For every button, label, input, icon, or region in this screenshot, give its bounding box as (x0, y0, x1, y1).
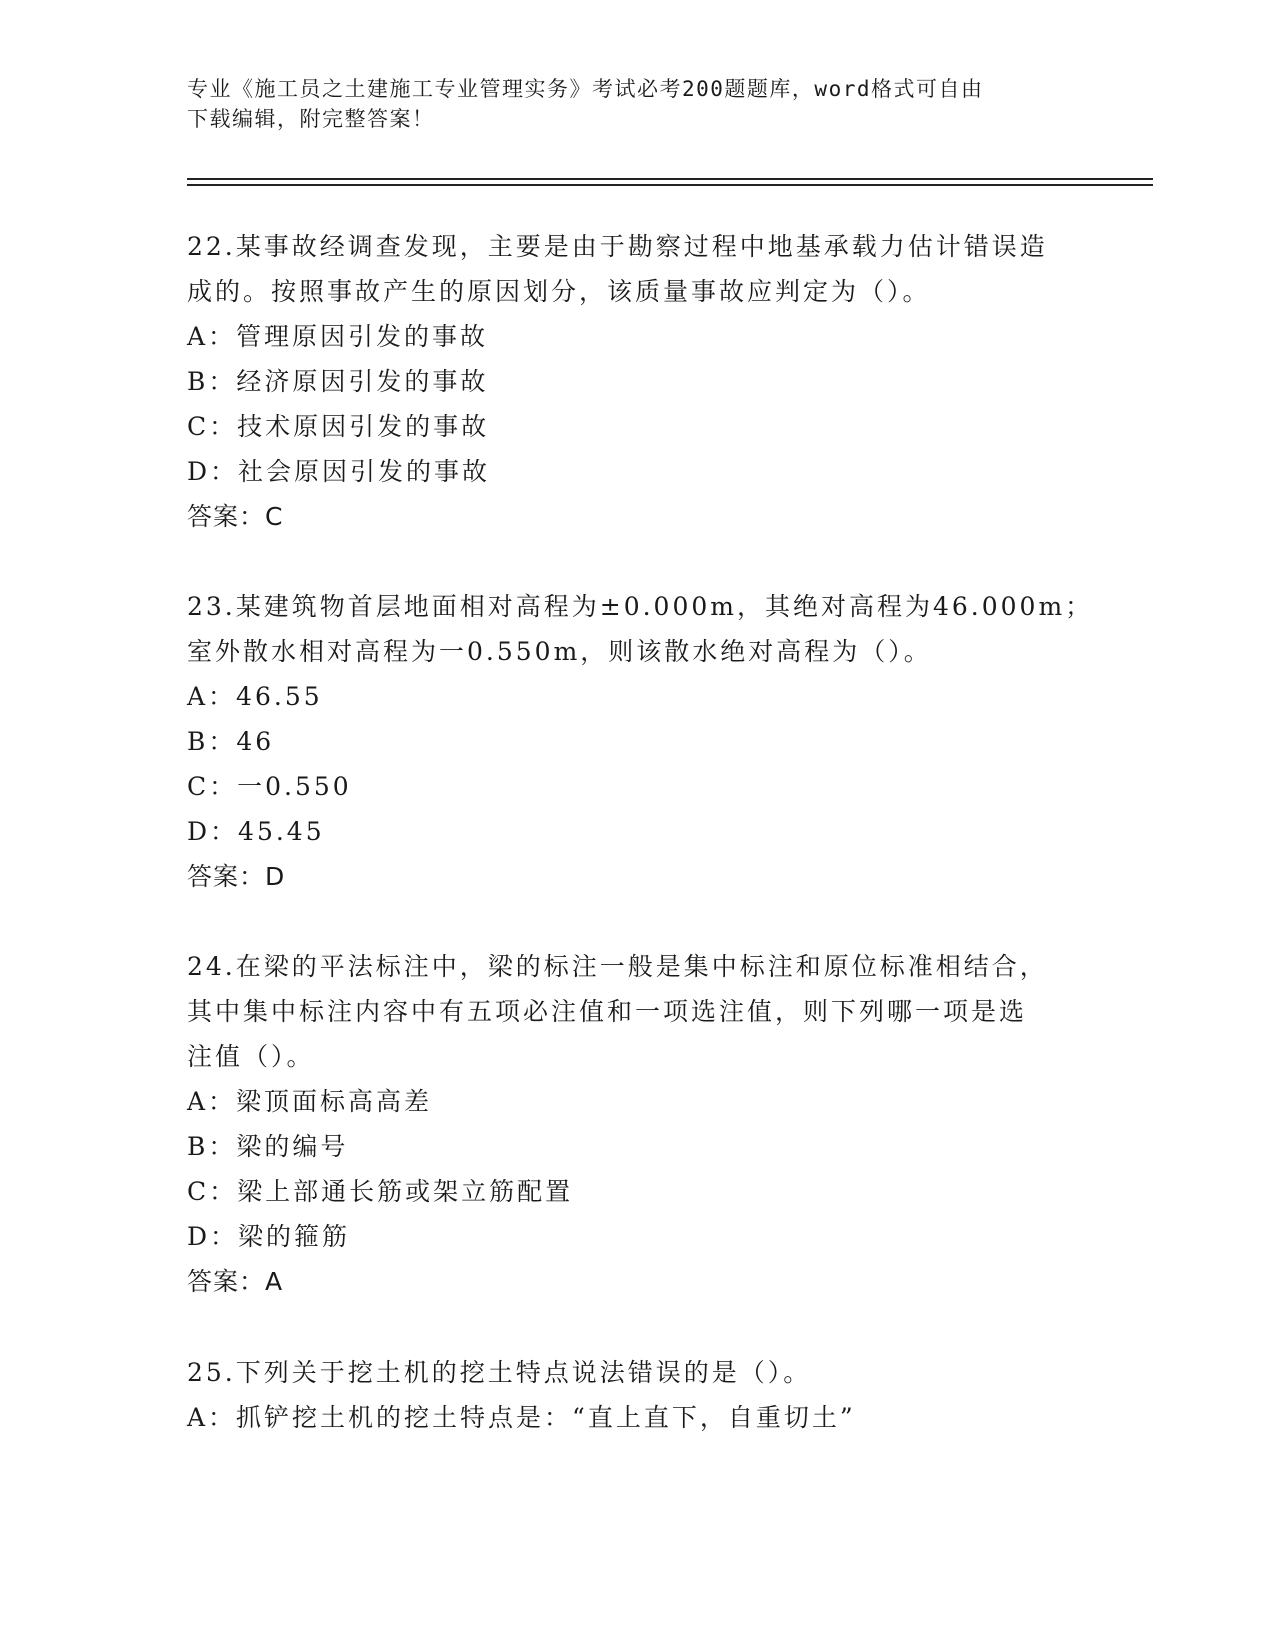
question-stem-line: 注值（）。 (187, 1042, 315, 1071)
option-d: D：45.45 (187, 817, 325, 846)
question-25 (187, 1350, 1087, 1440)
option-b: B：46 (187, 727, 275, 756)
header-line-2: 下载编辑，附完整答案！ (187, 107, 435, 131)
header-line-1: 专业《施工员之土建施工专业管理实务》考试必考200题题库，word格式可自由 (187, 77, 984, 101)
question-stem-line: 其中集中标注内容中有五项必注值和一项选注值，则下列哪一项是选 (187, 997, 1028, 1026)
answer-text: 答案：A (187, 1267, 284, 1296)
option-a: A：管理原因引发的事故 (187, 322, 489, 351)
question-stem-line: 24.在梁的平法标注中，梁的标注一般是集中标注和原位标准相结合， (187, 952, 1048, 981)
option-d: D：社会原因引发的事故 (187, 457, 491, 486)
option-c: C：技术原因引发的事故 (187, 412, 490, 441)
option-c: C：梁上部通长筋或架立筋配置 (187, 1177, 574, 1206)
question-stem (187, 584, 1094, 674)
question-stem-line: 23.某建筑物首层地面相对高程为±0.000m，其绝对高程为46.000m； (187, 592, 1094, 621)
option-b: B：梁的编号 (187, 1132, 349, 1161)
option-a: A：46.55 (187, 682, 323, 711)
document-header (187, 74, 1067, 134)
option-d: D：梁的箍筋 (187, 1222, 351, 1251)
question-stem (187, 224, 1087, 314)
option-b: B：经济原因引发的事故 (187, 367, 489, 396)
header-divider-bottom (187, 184, 1153, 186)
header-divider-top (187, 178, 1153, 180)
answer-text: 答案：C (187, 502, 284, 531)
question-stem-line: 室外散水相对高程为一0.550m，则该散水绝对高程为（）。 (187, 637, 932, 666)
question-stem (187, 1350, 1087, 1395)
question-stem (187, 944, 1087, 1079)
answer-text: 答案：D (187, 862, 286, 891)
option-c: C：一0.550 (187, 772, 352, 801)
question-22 (187, 224, 1087, 539)
question-stem-line: 25.下列关于挖土机的挖土特点说法错误的是（）。 (187, 1358, 812, 1387)
question-stem-line: 22.某事故经调查发现，主要是由于勘察过程中地基承载力估计错误造 (187, 232, 1048, 261)
option-a: A：梁顶面标高高差 (187, 1087, 433, 1116)
question-stem-line: 成的。按照事故产生的原因划分，该质量事故应判定为（）。 (187, 277, 931, 306)
option-a: A：抓铲挖土机的挖土特点是：“直上直下，自重切土” (187, 1403, 856, 1432)
question-23 (187, 584, 1094, 899)
question-24 (187, 944, 1087, 1304)
